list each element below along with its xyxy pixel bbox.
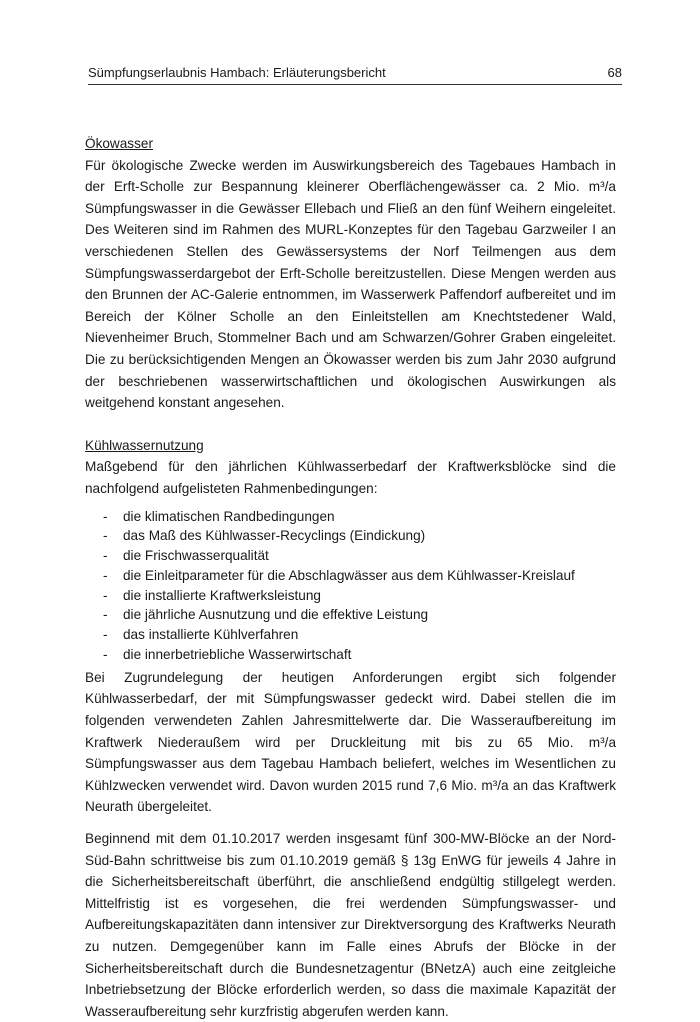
page-content <box>85 133 616 1022</box>
list-item: - das Maß des Kühlwasser-Recyclings (Eindickung) <box>85 526 616 546</box>
paragraph-sicherheitsbereitschaft: Beginnend mit dem 01.10.2017 werden insgesamt fünf 300-MW-Blöcke an der Nord-Süd-Bahn schrittweise bis zum 01.10.2019 gemäß § 13g EnWG für jeweils 4 Jahre in die Sicherheitsbereitschaft überführt, die anschließend endgültig stillgelegt werden. Mittelfristig ist es vorgesehen, die frei werdenden Sümpfungswasser- und Aufbereitungskapazitäten dann intensiver zur Direktversorgung des Kraftwerks Neurath zu nutzen. Demgegenüber kann im Falle eines Abrufs der Blöcke in der Sicherheitsbereitschaft durch die Bundesnetzagentur (BNetzA) auch eine zeitgleiche Inbetriebsetzung der Blöcke erforderlich werden, so dass die maximale Kapazität der Wasseraufbereitung sehr kurzfristig abgerufen werden kann. <box>85 831 616 1019</box>
bullet-dash: - <box>103 607 108 623</box>
list-item: - die Frischwasserqualität <box>85 546 616 566</box>
bullet-dash: - <box>103 627 108 643</box>
list-item: - die Einleitparameter für die Abschlagwässer aus dem Kühlwasser-Kreislauf <box>85 566 616 586</box>
paragraph-kuehlwasserbedarf: Bei Zugrundelegung der heutigen Anforderungen ergibt sich folgender Kühlwasserbedarf, der mit Sümpfungswasser gedeckt wird. Dabei stellen die im folgenden verwendeten Zahlen Jahresmittelwerte dar. Die Wasseraufbereitung im Kraftwerk Niederaußem wird per Druckleitung mit bis zu 65 Mio. m³/a Sümpfungswasser aus dem Tagebau Hambach beliefert, welches im Wesentlichen zu Kühlzwecken verwendet wird. Davon wurden 2015 rund 7,6 Mio. m³/a an das Kraftwerk Neurath übergeleitet. <box>85 669 616 815</box>
bullet-dash: - <box>103 528 108 544</box>
bullet-dash: - <box>103 508 108 524</box>
list-item: - die innerbetriebliche Wasserwirtschaft <box>85 645 616 665</box>
list-item: - die installierte Kraftwerksleistung <box>85 586 616 606</box>
bullet-dash: - <box>103 647 108 663</box>
page-number: 68 <box>607 65 622 80</box>
bullet-dash: - <box>103 548 108 564</box>
paragraph-kuehlwasser-intro: Maßgebend für den jährlichen Kühlwasserbedarf der Kraftwerksblöcke sind die nachfolgend aufgelisteten Rahmenbedingungen: <box>85 459 616 496</box>
page-header <box>88 62 622 85</box>
list-item: - die jährliche Ausnutzung und die effektive Leistung <box>85 605 616 625</box>
bullet-dash: - <box>103 567 108 583</box>
section-heading-oekowasser: Ökowasser <box>85 136 153 151</box>
document-title: Sümpfungserlaubnis Hambach: Erläuterungsbericht <box>88 65 386 80</box>
bullet-dash: - <box>103 587 108 603</box>
list-item: - das installierte Kühlverfahren <box>85 625 616 645</box>
list-item: - die klimatischen Randbedingungen <box>85 507 616 527</box>
section-heading-kuehlwassernutzung: Kühlwassernutzung <box>85 437 204 453</box>
paragraph-oekowasser: Für ökologische Zwecke werden im Auswirkungsbereich des Tagebaues Hambach in der Erft-Scholle zur Bespannung kleinerer Oberflächengewässer ca. 2 Mio. m³/a Sümpfungswasser in die Gewässer Ellebach und Fließ an den fünf Weihern eingeleitet. Des Weiteren sind im Rahmen des MURL-Konzeptes für den Tagebau Garzweiler I an verschiedenen Stellen des Gewässersystems der Norf Teilmengen aus dem Sümpfungswasserdargebot der Erft-Scholle bereitzustellen. Diese Mengen werden aus den Brunnen der AC-Galerie entnommen, im Wasserwerk Paffendorf aufbereitet und im Bereich der Kölner Scholle an den Einleitstellen am Knechtstedener Wald, Nievenheimer Bruch, Stommelner Bach und am Schwarzen/Gohrer Graben eingeleitet. Die zu berücksichtigenden Mengen an Ökowasser werden bis zum Jahr 2030 aufgrund der beschriebenen wasserwirtschaftlichen und ökologischen Auswirkungen als weitgehend konstant angesehen. <box>85 157 616 411</box>
factor-list <box>85 507 616 665</box>
